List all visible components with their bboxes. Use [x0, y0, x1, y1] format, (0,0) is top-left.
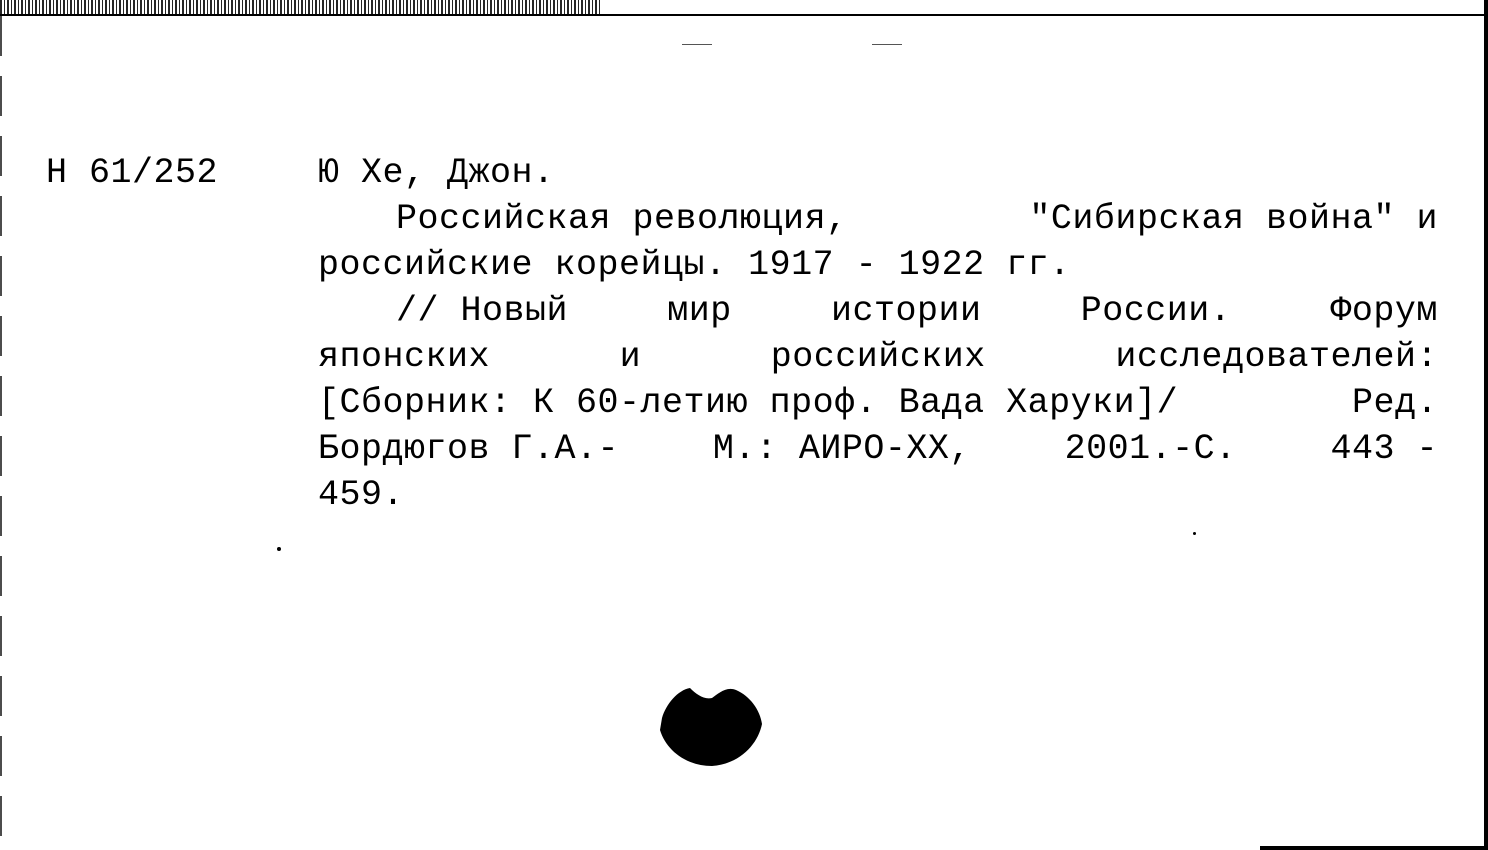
source-line-2: японских и российских исследователей: [318, 337, 1438, 377]
scan-speck [277, 547, 281, 551]
call-number: Н 61/252 [46, 153, 219, 193]
title-line-1: Российская революция, "Сибирская война" и [396, 199, 1438, 239]
source-line-3: [Сборник: К 60-летию проф. Вада Харуки]/ Ред. [318, 383, 1438, 423]
scan-top-edge-mask [600, 0, 1488, 14]
scan-speck [682, 44, 712, 45]
source-line-1: // Новый мир истории России. Форум [396, 291, 1438, 331]
punch-hole-icon [656, 680, 764, 768]
scan-speck [872, 44, 902, 45]
card-top-border [0, 14, 1488, 16]
bibliographic-entry [318, 150, 1438, 518]
card-right-border [1484, 0, 1488, 850]
author-heading: Ю Хе, Джон. [318, 153, 555, 193]
scan-speck [1193, 532, 1196, 535]
card-bottom-border [1260, 846, 1488, 850]
title-line-2: российские корейцы. 1917 - 1922 гг. [318, 245, 1071, 285]
card-left-border [0, 16, 2, 850]
source-line-5: 459. [318, 475, 405, 515]
source-line-4: Бордюгов Г.А.- М.: АИРО-ХХ, 2001.-С. 443 - [318, 429, 1438, 469]
